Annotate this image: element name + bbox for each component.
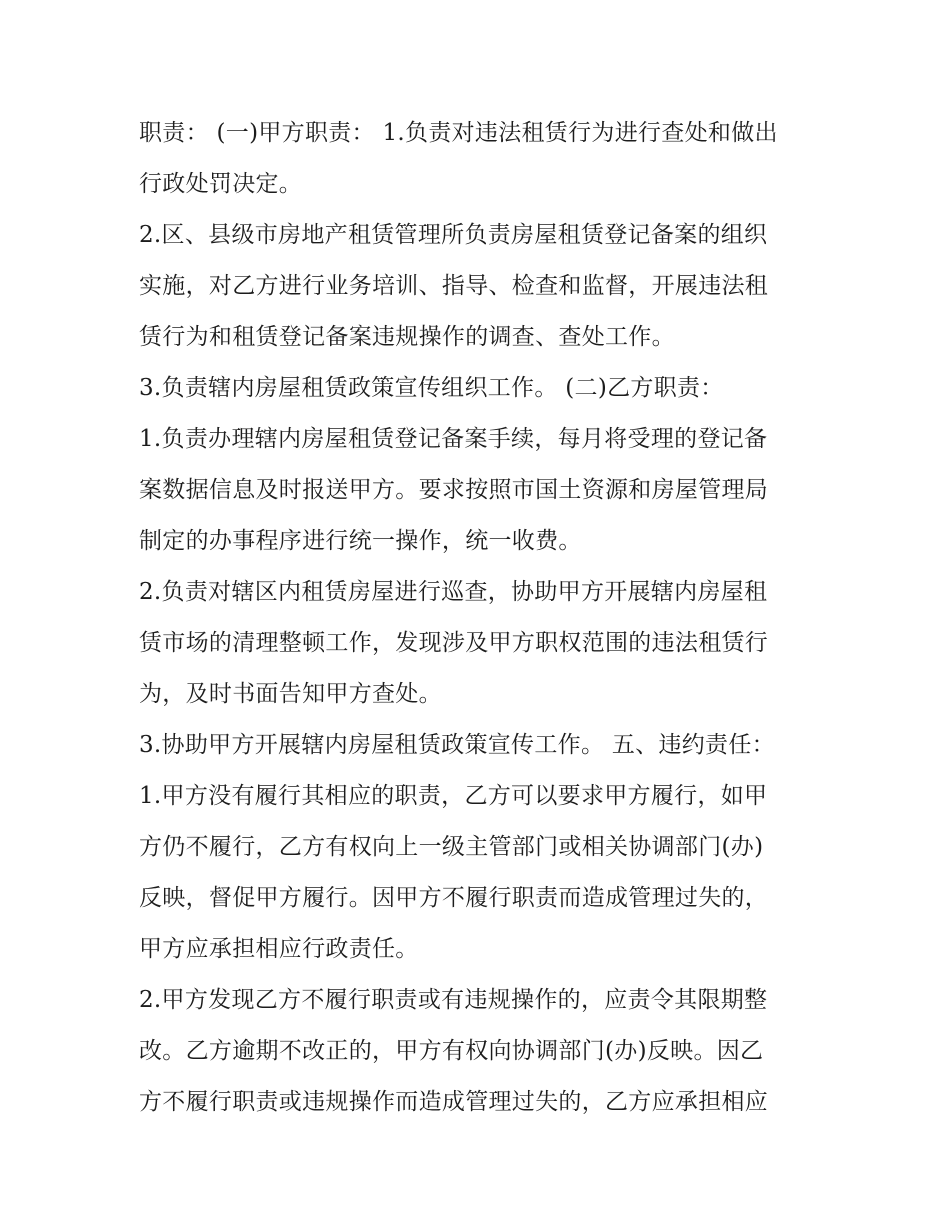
- text-line: 赁市场的清理整顿工作，发现涉及甲方职权范围的违法租赁行: [139, 630, 769, 656]
- text-line: 1.负责办理辖内房屋租赁登记备案手续，每月将受理的登记备: [139, 426, 768, 452]
- text-line: 1.甲方没有履行其相应的职责，乙方可以要求甲方履行，如甲: [139, 783, 768, 809]
- text-line: 2.负责对辖区内租赁房屋进行巡查，协助甲方开展辖内房屋租: [139, 579, 768, 605]
- text-line: 实施，对乙方进行业务培训、指导、检查和监督，开展违法租: [139, 273, 769, 299]
- text-line: 案数据信息及时报送甲方。要求按照市国土资源和房屋管理局: [139, 477, 769, 503]
- text-line: 反映，督促甲方履行。因甲方不履行职责而造成管理过失的，: [139, 885, 769, 911]
- text-line: 行政处罚决定。: [139, 171, 303, 197]
- text-line: 制定的办事程序进行统一操作，统一收费。: [139, 528, 582, 554]
- text-line: 甲方应承担相应行政责任。: [139, 936, 419, 962]
- text-line: 2.甲方发现乙方不履行职责或有违规操作的，应责令其限期整: [139, 987, 768, 1013]
- text-line: 3.协助甲方开展辖内房屋租赁政策宣传工作。 五、违约责任：: [139, 732, 775, 758]
- document-body: [139, 108, 819, 1128]
- text-line: 改。乙方逾期不改正的，甲方有权向协调部门(办)反映。因乙: [139, 1038, 764, 1064]
- text-line: 3.负责辖内房屋租赁政策宣传组织工作。 (二)乙方职责：: [139, 375, 724, 401]
- text-line: 方仍不履行，乙方有权向上一级主管部门或相关协调部门(办): [139, 834, 764, 860]
- text-line: 赁行为和租赁登记备案违规操作的调查、查处工作。: [139, 324, 675, 350]
- text-line: 为，及时书面告知甲方查处。: [139, 681, 442, 707]
- text-line: 2.区、县级市房地产租赁管理所负责房屋租赁登记备案的组织: [139, 222, 768, 248]
- text-line: 职责： (一)甲方职责： 1.负责对违法租赁行为进行查处和做出: [139, 120, 778, 146]
- text-line: 方不履行职责或违规操作而造成管理过失的，乙方应承担相应: [139, 1089, 769, 1115]
